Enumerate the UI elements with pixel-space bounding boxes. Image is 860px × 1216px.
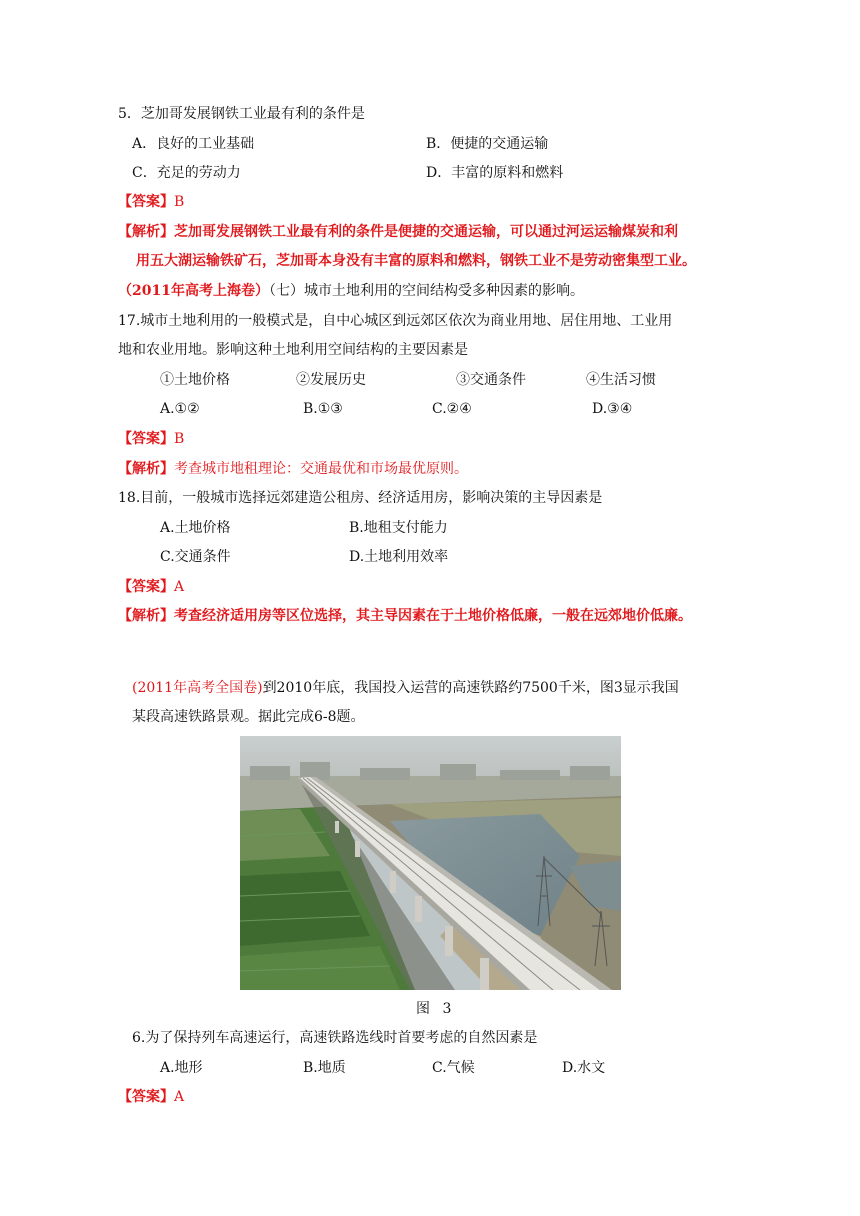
answer-tag: 【答案】 xyxy=(118,579,174,595)
q17-option-a: A.①② xyxy=(160,401,200,417)
q18-option-b: B.地租支付能力 xyxy=(349,520,448,536)
q6-option-b: B.地质 xyxy=(303,1060,346,1076)
q17-option-d: D.③④ xyxy=(592,401,633,417)
q17-option-c: C.②④ xyxy=(432,401,472,417)
answer-value: B xyxy=(174,431,185,447)
q5-option-d: D．丰富的原料和燃料 xyxy=(426,165,564,181)
source-label: （2011年高考上海卷） xyxy=(118,283,269,299)
q18-answer xyxy=(118,577,184,597)
answer-tag: 【答案】 xyxy=(118,431,174,447)
q5-option-c: C．充足的劳动力 xyxy=(132,165,241,181)
q18-option-a: A.土地价格 xyxy=(160,520,231,536)
figure-caption: 图 3 xyxy=(416,1001,456,1017)
answer-value: A xyxy=(174,579,185,595)
intro-national-line2: 某段高速铁路景观。据此完成6-8题。 xyxy=(132,709,365,725)
q6-option-c: C.气候 xyxy=(432,1060,475,1076)
analysis-tag: 【解析】 xyxy=(118,461,174,477)
q5-option-b: B．便捷的交通运输 xyxy=(426,136,549,152)
q17-factor-4: ④生活习惯 xyxy=(586,372,656,388)
q6-answer xyxy=(118,1087,184,1107)
q6-option-a: A.地形 xyxy=(160,1060,203,1076)
q17-factor-3: ③交通条件 xyxy=(456,372,526,388)
q18-stem: 18.目前，一般城市选择远郊建造公租房、经济适用房，影响决策的主导因素是 xyxy=(118,490,603,506)
railway-photo xyxy=(240,736,621,990)
q17-stem-line2: 地和农业用地。影响这种土地利用空间结构的主要因素是 xyxy=(118,342,468,358)
q5-analysis-line1: 【解析】芝加哥发展钢铁工业最有利的条件是便捷的交通运输，可以通过河运运输煤炭和利 xyxy=(118,224,678,240)
answer-value: A xyxy=(174,1089,185,1105)
intro-shanghai: （2011年高考上海卷）（七）城市土地利用的空间结构受多种因素的影响。 xyxy=(118,283,584,299)
answer-tag: 【答案】 xyxy=(118,194,174,210)
q17-factor-2: ②发展历史 xyxy=(296,372,366,388)
source-label: (2011年高考全国卷) xyxy=(132,680,263,696)
q18-option-c: C.交通条件 xyxy=(160,549,231,565)
q17-option-b: B.①③ xyxy=(303,401,343,417)
intro-national-line1: (2011年高考全国卷)到2010年底，我国投入运营的高速铁路约7500千米，图3显示我国 xyxy=(132,680,679,696)
q18-analysis: 【解析】考查经济适用房等区位选择，其主导因素在于土地价格低廉，一般在远郊地价低廉。 xyxy=(118,608,692,624)
railway-illustration xyxy=(240,736,621,990)
q6-stem: 6.为了保持列车高速运行，高速铁路选线时首要考虑的自然因素是 xyxy=(132,1030,538,1046)
q5-option-a: A．良好的工业基础 xyxy=(132,136,255,152)
answer-value: B xyxy=(174,194,185,210)
analysis-tag: 【解析】 xyxy=(118,608,174,624)
q17-analysis: 【解析】考查城市地租理论：交通最优和市场最优原则。 xyxy=(118,461,468,477)
q17-answer xyxy=(118,429,184,449)
answer-tag: 【答案】 xyxy=(118,1089,174,1105)
q6-option-d: D.水文 xyxy=(562,1060,606,1076)
q17-factor-1: ①土地价格 xyxy=(160,372,230,388)
analysis-tag: 【解析】 xyxy=(118,224,174,240)
q5-analysis-line2: 用五大湖运输铁矿石，芝加哥本身没有丰富的原料和燃料，钢铁工业不是劳动密集型工业。 xyxy=(136,253,696,269)
q18-option-d: D.土地利用效率 xyxy=(349,549,449,565)
q5-stem: 5．芝加哥发展钢铁工业最有利的条件是 xyxy=(118,106,365,122)
q5-answer xyxy=(118,192,184,212)
q17-stem-line1: 17.城市土地利用的一般模式是，自中心城区到远郊区依次为商业用地、居住用地、工业用 xyxy=(118,313,673,329)
